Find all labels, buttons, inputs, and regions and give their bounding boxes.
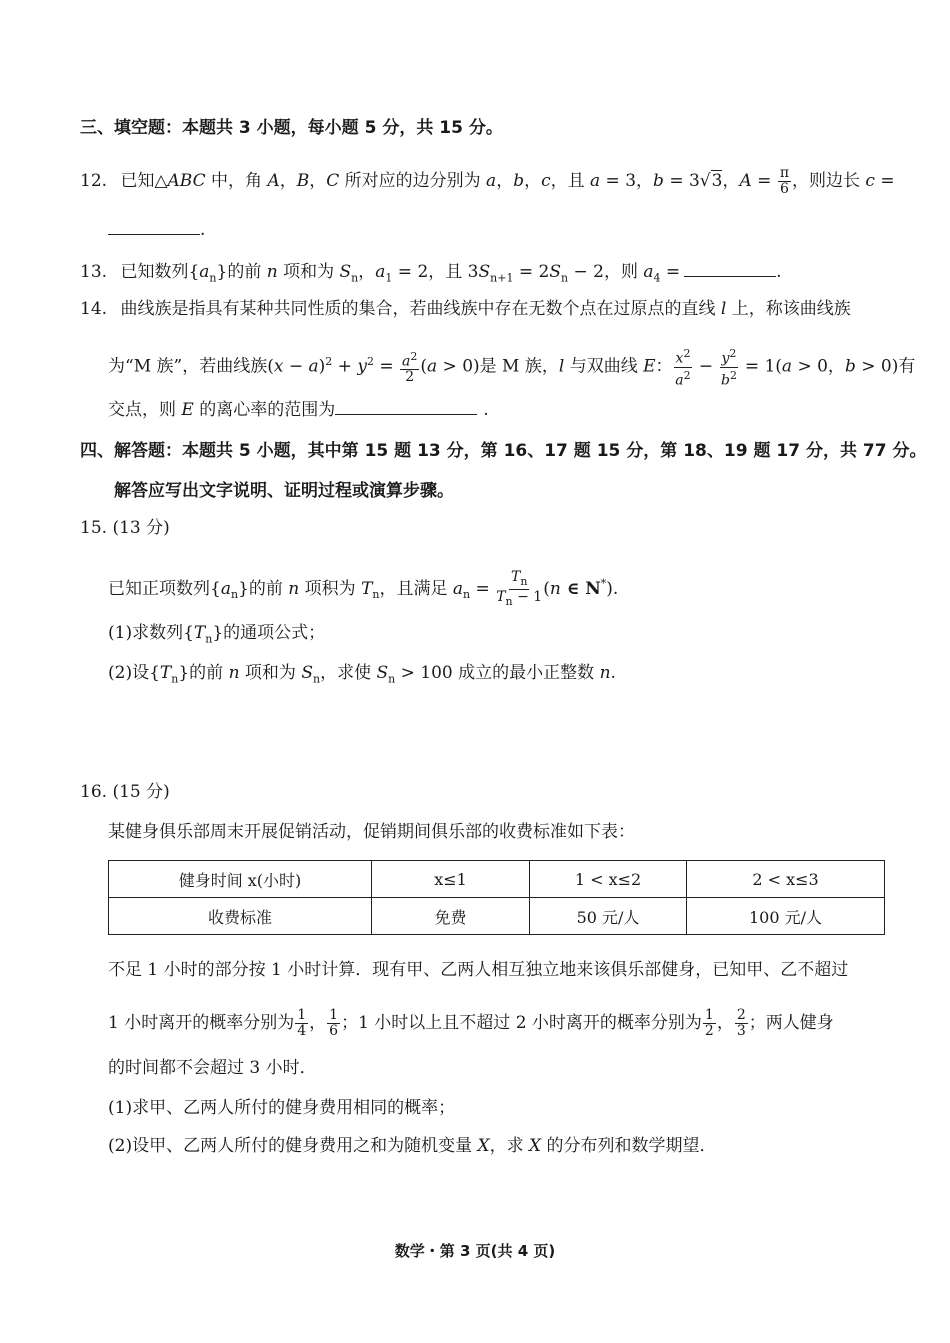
section4-header: 四、解答题：本题共 5 小题，其中第 15 题 13 分，第 16、17 题 15 分，第 18、19 题 17 分，共 77 分。 [80,441,927,461]
q14-l: l [720,299,727,319]
q14-E2: E [181,400,194,420]
q15-p2S2: S [376,663,389,683]
q15-p2e: > 100 成立的最小正整数 [395,663,600,683]
q15-p1T-sub: n [205,632,213,646]
q14-a: a [308,356,319,377]
q12-text-b: 中，角 [205,171,268,191]
question-14-line3 [108,396,489,422]
q14-minus: − [693,356,719,377]
q15-p2d: ，求使 [320,663,377,683]
q15-T-sub: n [372,588,380,602]
q14-line2h: 与双曲线 [564,356,644,377]
q13-t3: 项和为 [277,262,340,282]
q15-p2c: 项和为 [239,663,302,683]
q14-sq1: 2 [325,355,333,368]
q15-p1T: T [193,623,206,643]
fee-table-header-cell: 1 < x≤2 [530,861,687,898]
q13-a1-sub: 1 [385,271,393,285]
q14-answer-blank[interactable] [335,396,477,415]
q12-b: b [513,171,525,191]
q15-a2-sub: n [463,588,471,602]
q13-a4: a [643,262,654,282]
q13-a4-sub: 4 [653,271,661,285]
q15-t4: ，且满足 [379,578,453,599]
q12-B: B [296,171,310,191]
q15-p2b: }的前 [178,663,229,683]
question-15-stem [108,570,618,609]
q14-line2f: ( [420,356,427,377]
section3-header: 三、填空题：本题共 3 小题，每小题 5 分，共 15 分。 [80,118,503,138]
q14-line2l: > 0)有 [855,356,916,377]
question-14-line2 [108,346,915,388]
q14-line2j: = 1( [739,356,782,377]
question-15-part2 [108,661,616,691]
page-footer: 数学・第 3 页(共 4 页) [394,1242,556,1260]
q12-c: c [541,171,551,191]
q13-t1: 已知数列{ [120,262,200,282]
q15-p2S2-sub: n [388,672,396,686]
fee-table [108,860,885,935]
q13-t8: = [660,262,681,282]
q16-line2c: ；1 小时以上且不超过 2 小时离开的概率分别为 [341,1013,702,1033]
question-12-line1 [80,166,895,197]
q16-line1: 不足 1 小时的部分按 1 小时计算．现有甲、乙两人相互独立地来该俱乐部健身，已知甲、乙不超过 [108,960,849,980]
q14-line1a: 曲线族是指具有某种共同性质的集合，若曲线族中存在无数个点在过原点的直线 [120,299,721,319]
q12-sep2: ， [309,171,327,191]
q13-t6: = 2 [513,262,550,282]
q13-S2-sub: n+1 [490,271,514,285]
q16-part1: (1)求甲、乙两人所付的健身费用相同的概率； [108,1098,456,1118]
q16-frac-1-6: $\frac{1}{6}$ [329,1007,339,1039]
fee-table-cell: 50 元/人 [530,898,687,935]
q14-line2a: 为“M 族”，若曲线族( [108,356,274,377]
q13-n: n [266,262,278,282]
q16-frac-1-2: $\frac{1}{2}$ [704,1007,714,1039]
q16-line2 [108,1008,834,1039]
q13-t5: = 2，且 3 [392,262,479,282]
q12-sep4: ， [524,171,542,191]
q16-line2b: ， [309,1013,327,1033]
q15-p1b: }的通项公式； [212,623,326,643]
q15-p2S: S [301,663,313,683]
q16-p2b: ，求 [489,1136,529,1156]
q15-p2n2: n [599,663,611,683]
q16-line2a: 1 小时离开的概率分别为 [108,1013,295,1033]
q12-a: a [486,171,497,191]
q13-S-sub: n [351,271,359,285]
q12-text-d: ，且 [550,171,591,191]
q15-t1: 已知正项数列{ [108,578,221,599]
q13-t4: ， [358,262,376,282]
q12-b-val: = 3 [663,171,700,191]
question-15-number: 15. (13 分) [80,518,170,538]
sqrt-symbol-icon: √ [699,171,711,191]
q12-pi-over-6: $\frac{\pi}{6}$ [779,165,790,197]
question-14-line1 [80,297,851,321]
q12-answer-blank[interactable] [108,216,200,235]
q16-line2e: ；两人健身 [748,1013,834,1033]
q15-n: n [288,578,300,599]
q14-a2-over-2: $\frac{a^2}{2}$ [402,349,418,386]
q14-x2-over-a2: $\frac{x^2}{a^2}$ [675,347,691,389]
q12-text-f: ，则边长 [792,171,866,191]
q14-line2g: > 0)是 M 族， [437,356,559,377]
q13-t2: }的前 [216,262,267,282]
q14-line2c: ) [318,356,326,377]
q15-t3: 项积为 [299,578,362,599]
fee-table-header-cell: x≤1 [372,861,530,898]
q14-y2-over-b2: $\frac{y^2}{b^2}$ [720,347,737,389]
q14-line2e: = [373,356,399,377]
q14-line2d: + [332,356,358,377]
q12-b-eq: b [653,171,664,191]
q15-t5: = [470,578,496,599]
question-16-number: 16. (15 分) [80,782,170,802]
section4-subheader: 解答应写出文字说明、证明过程或演算步骤。 [114,481,454,501]
q12-eq2: = [874,171,895,191]
q15-n2: n [549,578,561,599]
q13-an: a [199,262,210,282]
q13-a1: a [375,262,386,282]
q14-a4: a [781,356,793,377]
q15-an-sub: n [230,588,239,602]
q13-S: S [339,262,352,282]
q14-line2b: − [283,356,309,377]
q16-p2a: (2)设甲、乙两人所付的健身费用之和为随机变量 [108,1136,478,1156]
q16-X2: X [529,1136,542,1156]
q15-p2n: n [228,663,240,683]
q14-number: 14. [80,299,108,319]
question-16-intro: 某健身俱乐部周末开展促销活动，促销期间俱乐部的收费标准如下表： [108,822,635,842]
q13-S2: S [478,262,491,282]
q12-a-eq: a [590,171,601,191]
q15-p2S-sub: n [313,672,321,686]
q15-star: * [600,577,607,591]
q14-line2i: ： [655,356,673,377]
q15-t7: ∈ N [560,578,601,599]
q15-T: T [361,578,373,599]
question-13 [80,258,782,290]
q15-t2: }的前 [238,578,289,599]
q14-line2k: > 0， [792,356,845,377]
q12-a-val: = 3， [600,171,654,191]
q12-eq: = [751,171,777,191]
q12-sqrt-val: 3 [711,171,723,191]
q15-an: a [220,578,231,599]
question-12-line2 [108,216,205,242]
q12-text-e: ， [722,171,740,191]
q12-tri: ABC [167,171,206,191]
q15-t6: ( [543,578,550,599]
q13-S3-sub: n [561,271,569,285]
q12-number: 12. [80,171,108,191]
q13-S3: S [549,262,561,282]
q14-E: E [643,356,656,377]
q14-a3: a [427,356,438,377]
q13-end: . [776,262,782,282]
q12-c-eq: c [865,171,875,191]
fee-table-header-cell: 健身时间 x(小时) [109,861,372,898]
q16-frac-2-3: $\frac{2}{3}$ [736,1007,746,1039]
q14-b: b [844,356,856,377]
q15-t8: ). [606,578,619,599]
q16-X: X [477,1136,490,1156]
q14-line1b: 上，称该曲线族 [726,299,851,319]
q13-number: 13. [80,262,108,282]
question-15-part1 [108,621,325,651]
q16-p2c: 的分布列和数学期望． [541,1136,717,1156]
q16-line3: 的时间都不会超过 3 小时． [108,1058,317,1078]
q14-end: . [483,400,489,420]
fee-table-row [109,898,885,935]
q15-p2T-sub: n [171,672,179,686]
q12-sep1: ， [279,171,297,191]
q12-text-a: 已知△ [120,171,168,191]
q12-A: A [267,171,280,191]
fee-table-header-row [109,861,885,898]
q13-an-sub: n [209,271,217,285]
q12-end: . [200,220,206,240]
q15-p2a: (2)设{ [108,663,160,683]
q12-sep3: ， [496,171,514,191]
fee-table-cell: 免费 [372,898,530,935]
q15-p1a: (1)求数列{ [108,623,194,643]
q16-part2 [108,1134,717,1158]
fee-table-cell: 收费标准 [109,898,372,935]
fee-table-cell: 100 元/人 [687,898,885,935]
q15-p2T: T [159,663,172,683]
q12-text-c: 所对应的边分别为 [339,171,487,191]
q15-p2f: . [610,663,616,683]
q14-x: x [273,356,284,377]
q14-line3a: 交点，则 [108,400,182,420]
q13-answer-blank[interactable] [684,258,776,277]
q12-C: C [326,171,340,191]
q15-fraction: $\frac{T_n}{T_n - 1}$ [496,569,543,608]
q14-line3b: 的离心率的范围为 [193,400,336,420]
q15-a2: a [452,578,464,599]
fee-table-header-cell: 2 < x≤3 [687,861,885,898]
q16-line2d: ， [716,1013,734,1033]
q14-sq2: 2 [366,355,374,368]
q12-A-eq: A [739,171,752,191]
q14-l2: l [558,356,565,377]
q16-frac-1-4: $\frac{1}{4}$ [297,1007,307,1039]
q14-y: y [357,356,367,377]
q13-t7: − 2，则 [568,262,644,282]
